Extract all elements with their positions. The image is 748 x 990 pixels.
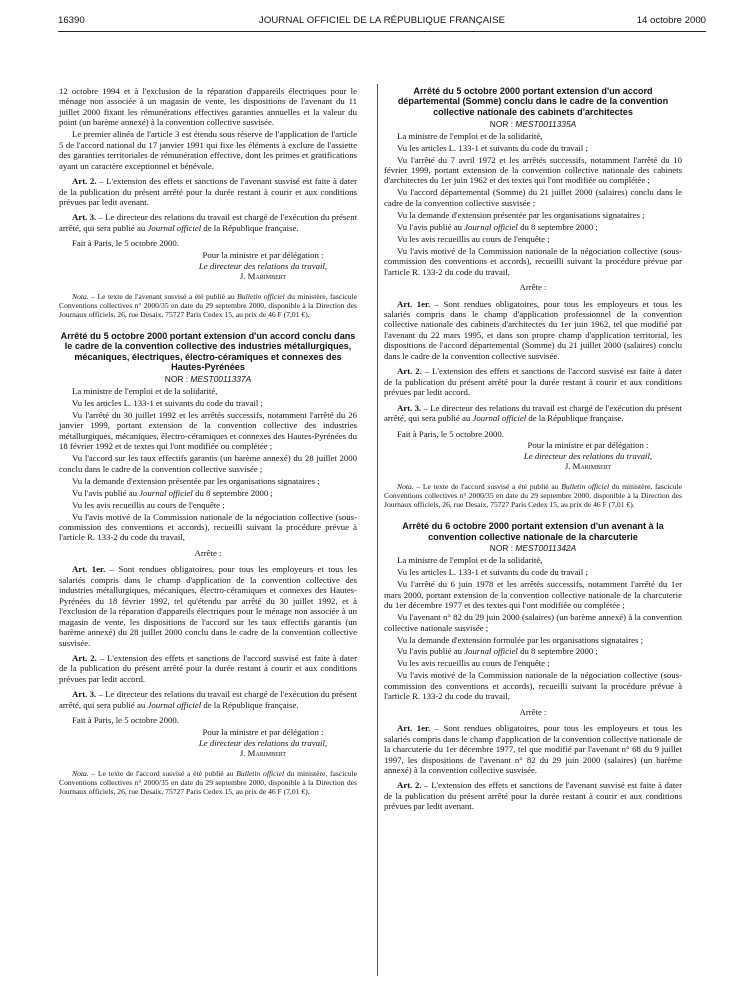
decree-title: Arrêté du 5 octobre 2000 portant extension d'un accord départemental (Somme) conclu dans le cadre de la convention collective nationale des cabinets d'architectes [397, 86, 669, 117]
article-label: Art. 2. [397, 780, 422, 791]
article-3: Art. 3. – Le directeur des relations du travail est chargé de l'exécution du présent arrêté, qui sera publié au Journal officiel de la République française. [59, 212, 357, 233]
signature-title: Le directeur des relations du travail, [523, 450, 653, 461]
article-label: Art. 1er. [72, 564, 106, 575]
visa: La ministre de l'emploi et de la solidarité, [397, 130, 543, 141]
visa: Vu les articles L. 133-1 et suivants du code du travail ; [397, 567, 588, 578]
arrete-heading: Arrête : [519, 282, 547, 293]
signatory-name: J. Marimbert [239, 748, 287, 759]
visa: Vu l'arrêté du 7 avril 1972 et les arrêtés successifs, notamment l'arrêté du 10 février 1999, portant extension de la convention collective nationale des cabinets d'architectes du 1er juin 1962 et des textes qui l'ont modifiée ou complétée ; [384, 154, 682, 186]
visa: Vu l'avis motivé de la Commission nationale de la négociation collective (sous-commission des conventions et accords), recueilli suivant la procédure prévue à l'article R. 133-2 du code du travail, [384, 670, 682, 702]
visa: La ministre de l'emploi et de la solidarité, [72, 386, 218, 397]
arrete-heading: Arrête : [194, 547, 222, 558]
journal-title: JOURNAL OFFICIEL DE LA RÉPUBLIQUE FRANÇAISE [258, 15, 506, 26]
visa: La ministre de l'emploi et de la solidarité, [397, 555, 543, 566]
visa: Vu la demande d'extension présentée par les organisations signataires ; [72, 475, 320, 486]
article-label: Art. 2. [397, 366, 422, 377]
signing-place-date: Fait à Paris, le 5 octobre 2000. [72, 238, 179, 249]
article-label: Art. 2. [72, 652, 97, 663]
article-1: Art. 1er. – Sont rendues obligatoires, pour tous les employeurs et tous les salariés compris dans le champ d'application de la convention collective nationale de la charcuterie du 1er décembre 1977, tel que modifié par l'avenant n° 68 du 9 juillet 1997, les dispositions de l'avenant n° 82 du 29 juin 2000 (salaires) (un barème annexé) à la convention collective susvisée. [384, 723, 682, 776]
continued-paragraph: 12 octobre 1994 et à l'exclusion de la réparation d'appareils électriques pour le ménage non associée à un magasin de vente, les dispositions de l'avenant du 11 juillet 2000 fixant les rémunérations effectives garanties annuelles et la valeur du point (un barème annexé) à la convention collective susvisée. [59, 86, 357, 128]
nor-reference: NOR : MEST0011342A [489, 543, 577, 554]
header-rule [58, 31, 706, 32]
signature-title: Le directeur des relations du travail, [198, 260, 328, 271]
article-3: Art. 3. – Le directeur des relations du travail est chargé de l'exécution du présent arrêté, qui sera publié au Journal officiel de la République française. [384, 402, 682, 424]
signing-place-date: Fait à Paris, le 5 octobre 2000. [72, 715, 179, 726]
visa: Vu l'avis publié au Journal officiel du 8 septembre 2000 ; [397, 221, 598, 232]
signature-line: Pour la ministre et par délégation : [202, 250, 324, 261]
page-header [58, 13, 706, 29]
article-label: Art. 3. [397, 402, 422, 413]
nota: Nota. – Le texte de l'accord susvisé a été publié au Bulletin officiel du ministère, fascicule Conventions collectives n° 2000/35 en date du 29 septembre 2000, disponible à la Direction des Journaux officiels, 26, rue Desaix, 75727 Paris Cedex 15, au prix de 46 F (7,01 €). [59, 768, 357, 796]
visa: Vu les articles L. 133-1 et suivants du code du travail ; [72, 398, 263, 409]
signatory-name: J. Marimbert [564, 461, 612, 472]
signature-line: Pour la ministre et par délégation : [527, 440, 649, 451]
visa: Vu l'avis publié au Journal officiel du 8 septembre 2000 ; [397, 646, 598, 657]
visa: Vu l'avis motivé de la Commission nationale de la négociation collective (sous-commission des conventions et accords), recueilli suivant la procédure prévue par l'article R. 133-2 du code du travail, [384, 245, 682, 277]
decree-title: Arrêté du 6 octobre 2000 portant extension d'un avenant à la convention collective nationale de la charcuterie [402, 521, 664, 542]
nota: Nota. – Le texte de l'accord susvisé a été publié au Bulletin officiel du ministère, fascicule Conventions collectives n° 2000/35 en date du 29 septembre 2000, disponible à la Direction des Journaux officiels, 26, rue Desaix, 75727 Paris Cedex 15, au prix de 46 F (7,01 €). [384, 481, 682, 509]
article-1: Art. 1er. – Sont rendues obligatoires, pour tous les employeurs et tous les salariés compris dans le champ d'application professionnel de la convention collective nationale des cabinets d'architectes du 1er juin 1962, tel que modifié par l'avenant du 22 mars 1995, et dans son propre champ d'application territorial, les dispositions de l'accord départemental (Somme) du 21 juillet 2000 (salaires) conclu dans le cadre de la convention collective susvisée. [384, 298, 682, 361]
signature-title: Le directeur des relations du travail, [198, 737, 328, 748]
visa: Vu l'arrêté du 30 juillet 1992 et les arrêtés successifs, notamment l'arrêté du 26 janvier 1999, portant extension de la convention collective des industries métallurgiques, mécaniques, électro-céramiques et connexes des Hautes-Pyrénées du 18 février 1992 et de textes qui l'ont modifiée ou complétée ; [59, 409, 357, 452]
visa: Vu l'avenant n° 82 du 29 juin 2000 (salaires) (un barème annexé) à la convention collective nationale susvisée ; [384, 612, 682, 633]
right-column [384, 86, 682, 813]
nor-reference: NOR : MEST0011337A [164, 374, 252, 385]
article-2: Art. 2. – L'extension des effets et sanctions de l'avenant susvisé est faite à dater de la publication du présent arrêté pour la durée restant à courir et aux conditions prévues par ledit avenant. [59, 176, 357, 208]
visa: Vu les avis recueillis au cours de l'enquête ; [397, 658, 550, 669]
left-column [59, 86, 357, 806]
signatory-name: J. Marimbert [239, 271, 287, 282]
article-2: Art. 2. – L'extension des effets et sanctions de l'accord susvisé est faite à dater de la publication du présent arrêté pour la durée restant à courir et aux conditions prévues par ledit accord. [59, 652, 357, 684]
visa: Vu les avis recueillis au cours de l'enquête ; [72, 499, 225, 510]
arrete-heading: Arrête : [519, 706, 547, 717]
article-1: Art. 1er. – Sont rendues obligatoires, pour tous les employeurs et tous les salariés compris dans le champ d'application de la convention collective des industries métallurgiques, mécaniques, électro-céramiques et connexes des Hautes-Pyrénées du 18 février 1992, tel qu'étendu par arrêté du 30 juillet 1992, et à l'exclusion de la réparation d'appareils électriques pour le ménage non associée à un magasin de vente, les dispositions de l'accord sur les taux effectifs garantis (un barème annexé) du 28 juillet 2000 conclu dans le cadre de la convention collective susvisée. [59, 564, 357, 648]
signature-line: Pour la ministre et par délégation : [202, 727, 324, 738]
article-2: Art. 2. – L'extension des effets et sanctions de l'accord susvisé est faite à dater de la publication du présent arrêté pour la durée restant à courir et aux conditions prévues par ledit accord. [384, 366, 682, 398]
article-label: Art. 1er. [397, 298, 431, 309]
article-label: Art. 3. [72, 212, 97, 223]
issue-date: 14 octobre 2000 [636, 15, 706, 26]
signing-place-date: Fait à Paris, le 5 octobre 2000. [397, 428, 504, 439]
visa: Vu les articles L. 133-1 et suivants du code du travail ; [397, 142, 588, 153]
nor-reference: NOR : MEST0011335A [489, 118, 577, 129]
article-2: Art. 2. – L'extension des effets et sanctions de l'avenant susvisé est faite à dater de la publication du présent arrêté pour la durée restant à courir et aux conditions prévues par ledit avenant. [384, 780, 682, 812]
visa: Vu l'avis publié au Journal officiel du 8 septembre 2000 ; [72, 487, 273, 498]
visa: Vu l'accord sur les taux effectifs garantis (un barème annexé) du 28 juillet 2000 conclu dans le cadre de la convention collective susvisée ; [59, 453, 357, 474]
article-label: Art. 1er. [397, 723, 431, 734]
visa: Vu l'accord départemental (Somme) du 21 juillet 2000 (salaires) conclu dans le cadre de la convention collective susvisée ; [384, 187, 682, 208]
article-label: Art. 3. [72, 689, 97, 700]
visa: Vu la demande d'extension présentée par les organisations signataires ; [397, 209, 645, 220]
visa: Vu l'arrêté du 6 juin 1978 et les arrêtés successifs, notamment l'arrêté du 1er mars 2000, portant extension de la convention collective nationale de la charcuterie du 1er décembre 1977 et des textes qui l'ont modifiée ou complétée ; [384, 579, 682, 611]
visa: Vu les avis recueillis au cours de l'enquête ; [397, 233, 550, 244]
column-divider [377, 84, 378, 976]
visa: Vu l'avis motivé de la Commission nationale de la négociation collective (sous-commission des conventions et accords), recueilli suivant la procédure prévue à l'article R. 133-2 du code du travail, [59, 511, 357, 543]
article-label: Art. 2. [72, 176, 97, 187]
visa: Vu la demande d'extension formulée par les organisations signataires ; [397, 634, 644, 645]
nota: Nota. – Le texte de l'avenant susvisé a été publié au Bulletin officiel du ministère, fascicule Conventions collectives n° 2000/35 en date du 29 septembre 2000, disponible à la Direction des Journaux officiels, 26, rue Desaix, 75727 Paris Cedex 15, au prix de 46 F (7,01 €). [59, 291, 357, 319]
page-number: 16390 [58, 15, 85, 26]
decree-title: Arrêté du 5 octobre 2000 portant extension d'un accord conclu dans le cadre de la convention collective des industries métallurgiques, mécaniques, électriques, électro-céramiques et connexes des Hautes-Pyrénées [60, 330, 356, 373]
continued-paragraph: Le premier alinéa de l'article 3 est étendu sous réserve de l'application de l'article 5 de l'accord national du 17 janvier 1991 qui fixe les éléments à exclure de l'assiette des garanties territoriales de rémunération effective, dont les primes et gratifications ayant un caractère exceptionnel et bénévole. [59, 129, 357, 171]
article-3: Art. 3. – Le directeur des relations du travail est chargé de l'exécution du présent arrêté, qui sera publié au Journal officiel de la République française. [59, 689, 357, 710]
